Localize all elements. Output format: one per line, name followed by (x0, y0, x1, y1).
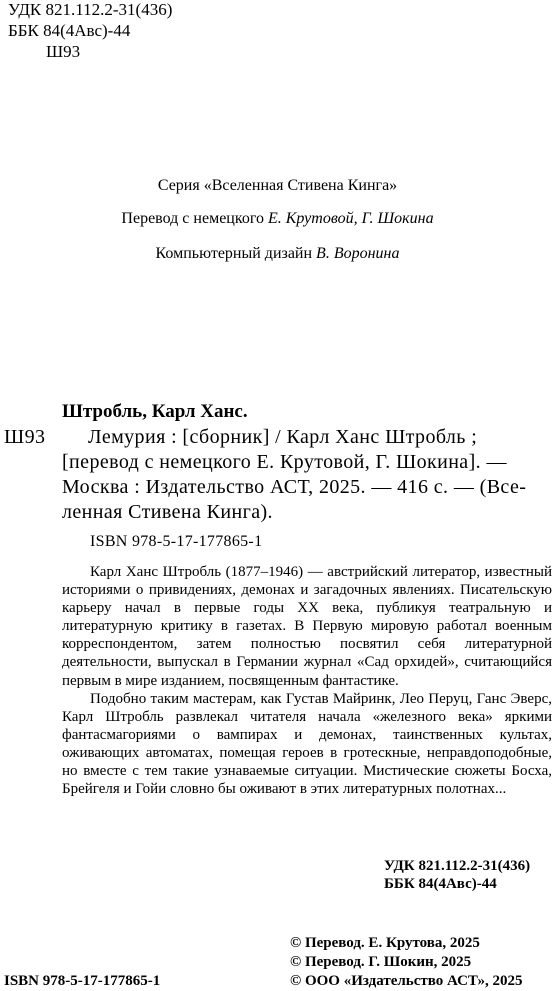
catalog-isbn: ISBN 978-5-17-177865-1 (90, 533, 263, 550)
abstract-block (62, 563, 552, 798)
abstract-paragraph-2: Подобно таким мастерам, как Густав Майринк, Лео Перуц, Ганс Эверс, Карл Штробль развлекал читателя начала «железного века» яркими фантасмагориями о вампирах и демонах, таинственных культах, оживающих автоматах, помещая героев в гротескные, неправдоподобные, но вместе с тем такие узнаваемые ситуации. Мистические сюжеты Босха, Брейгеля и Гойи словно бы оживают в этих литературных полотнах... (62, 690, 552, 798)
copyright-line-1: © Перевод. Е. Крутова, 2025 (290, 935, 480, 951)
translation-credit (0, 210, 555, 228)
author-sign-top: Ш93 (46, 42, 81, 61)
copyright-line-3: © ООО «Издательство АСТ», 2025 (290, 973, 523, 989)
series-line: Серия «Вселенная Стивена Кинга» (157, 177, 398, 194)
catalog-author-sign: Ш93 (4, 426, 46, 448)
translators-names: Е. Крутовой, Г. Шокина (267, 210, 434, 227)
catalog-heading: Штробль, Карл Ханс. (62, 401, 248, 422)
copyright-line-2: © Перевод. Г. Шокин, 2025 (290, 954, 472, 970)
udk-code-top: УДК 821.112.2-31(436) (8, 0, 173, 19)
catalog-description-line-3: Москва : Издательство АСТ, 2025. — 416 с. — (Все- (62, 476, 527, 498)
bbk-code-top: ББК 84(4Авс)-44 (8, 21, 131, 40)
catalog-description-line-1: Лемурия : [сборник] / Карл Ханс Штробль ; (88, 426, 478, 448)
footer-isbn: ISBN 978-5-17-177865-1 (4, 973, 161, 989)
catalog-description-line-2: [перевод с немецкого Е. Крутовой, Г. Шокина]. — (62, 451, 507, 473)
abstract-paragraph-1: Карл Ханс Штробль (1877–1946) — австрийский литератор, известный историями о привидениях, демонах и загадочных явлениях. Писательскую карьеру начал в первые годы XX века, публикуя театральную и литературную критику в газетах. В Первую мировую работал военным корреспондентом, затем полностью посвятил себя литературной деятельности, выпускал в Германии журнал «Сад орхидей», считающийся первым в мире изданием, посвященным фантастике. (62, 564, 552, 689)
design-label: Компьютерный дизайн (155, 245, 313, 262)
catalog-description-line-4: ленная Стивена Кинга). (62, 501, 273, 523)
bbk-code-bottom: ББК 84(4Авс)-44 (384, 876, 497, 892)
udk-code-bottom: УДК 821.112.2-31(436) (384, 858, 531, 874)
translation-label: Перевод с немецкого (121, 210, 264, 227)
designer-name: В. Воронина (316, 245, 400, 262)
design-credit (0, 245, 555, 263)
